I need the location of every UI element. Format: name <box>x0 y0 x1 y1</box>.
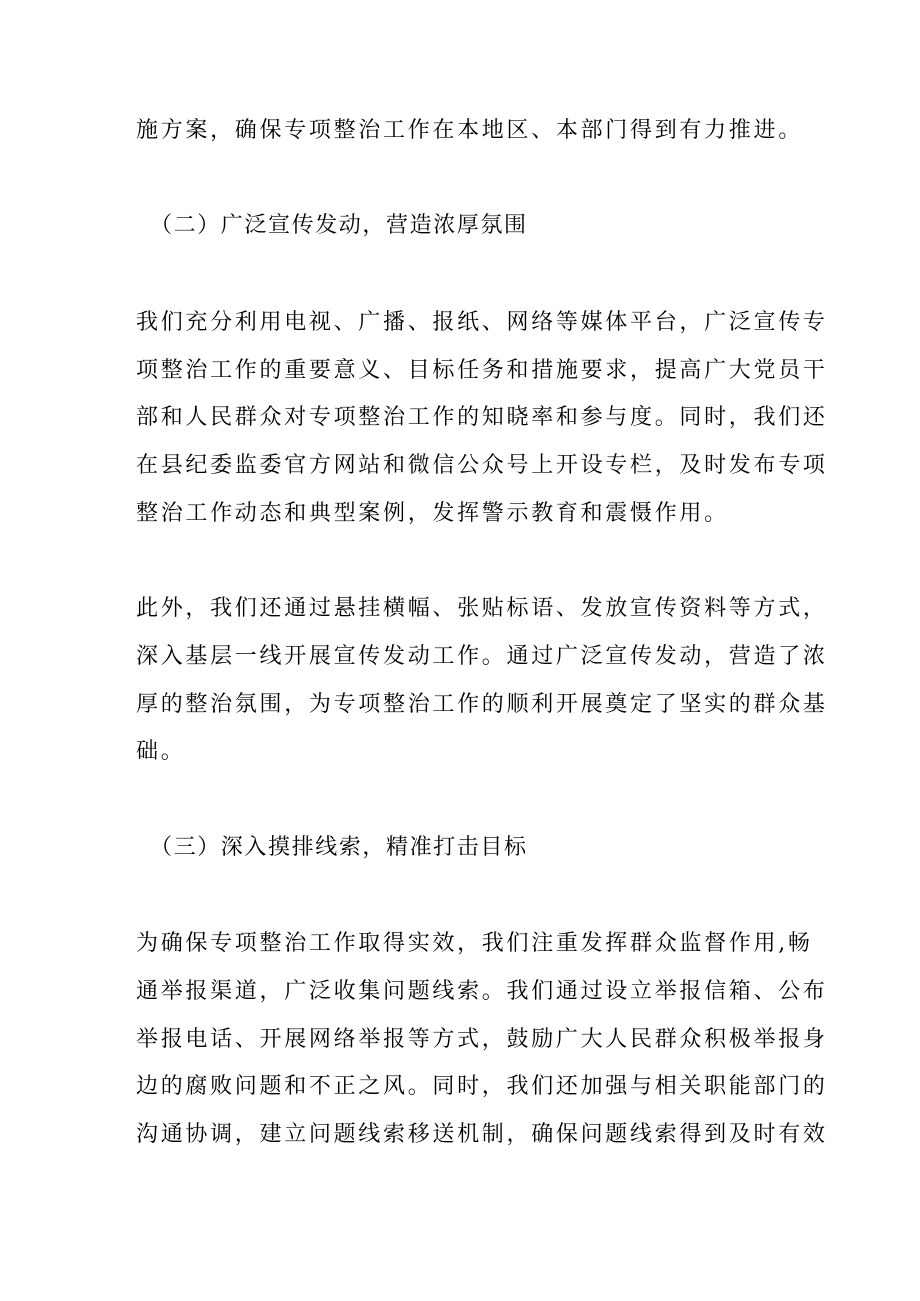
section-2-paragraph-1-line-2: 项整治工作的重要意义、目标任务和措施要求，提高广大党员干 <box>136 358 828 383</box>
section-3-paragraph-1-line-2: 通举报渠道，广泛收集问题线索。我们通过设立举报信箱、公布 <box>136 979 828 1004</box>
section-3-paragraph-1-line-3: 举报电话、开展网络举报等方式，鼓励广大人民群众积极举报身 <box>136 1027 828 1052</box>
section-2-paragraph-1-line-3: 部和人民群众对专项整治工作的知晓率和参与度。同时，我们还 <box>136 405 828 430</box>
section-2-paragraph-2-line-2: 深入基层一线开展宣传发动工作。通过广泛宣传发动，营造了浓 <box>136 644 828 669</box>
section-2-paragraph-1-line-5: 整治工作动态和典型案例，发挥警示教育和震慑作用。 <box>136 501 729 526</box>
section-2-heading: （二）广泛宣传发动，营造浓厚氛围 <box>150 213 528 238</box>
section-3-paragraph-1-line-5: 沟通协调，建立问题线索移送机制，确保问题线索得到及时有效 <box>136 1122 828 1147</box>
section-2-paragraph-1-line-4: 在县纪委监委官方网站和微信公众号上开设专栏，及时发布专项 <box>136 453 828 478</box>
intro-line: 施方案，确保专项整治工作在本地区、本部门得到有力推进。 <box>136 118 803 143</box>
section-3-heading: （三）深入摸排线索，精准打击目标 <box>150 835 528 860</box>
section-2-paragraph-2-line-1: 此外，我们还通过悬挂横幅、张贴标语、发放宣传资料等方式， <box>136 596 828 621</box>
section-3-paragraph-1-line-1: 为确保专项整治工作取得实效，我们注重发挥群众监督作用,畅 <box>136 931 813 956</box>
section-2-paragraph-2-line-3: 厚的整治氛围，为专项整治工作的顺利开展奠定了坚实的群众基 <box>136 692 828 717</box>
section-2-paragraph-2-line-4: 础。 <box>136 739 186 764</box>
section-2-paragraph-1-line-1: 我们充分利用电视、广播、报纸、网络等媒体平台，广泛宣传专 <box>136 310 828 335</box>
section-3-paragraph-1-line-4: 边的腐败问题和不正之风。同时，我们还加强与相关职能部门的 <box>136 1074 828 1099</box>
